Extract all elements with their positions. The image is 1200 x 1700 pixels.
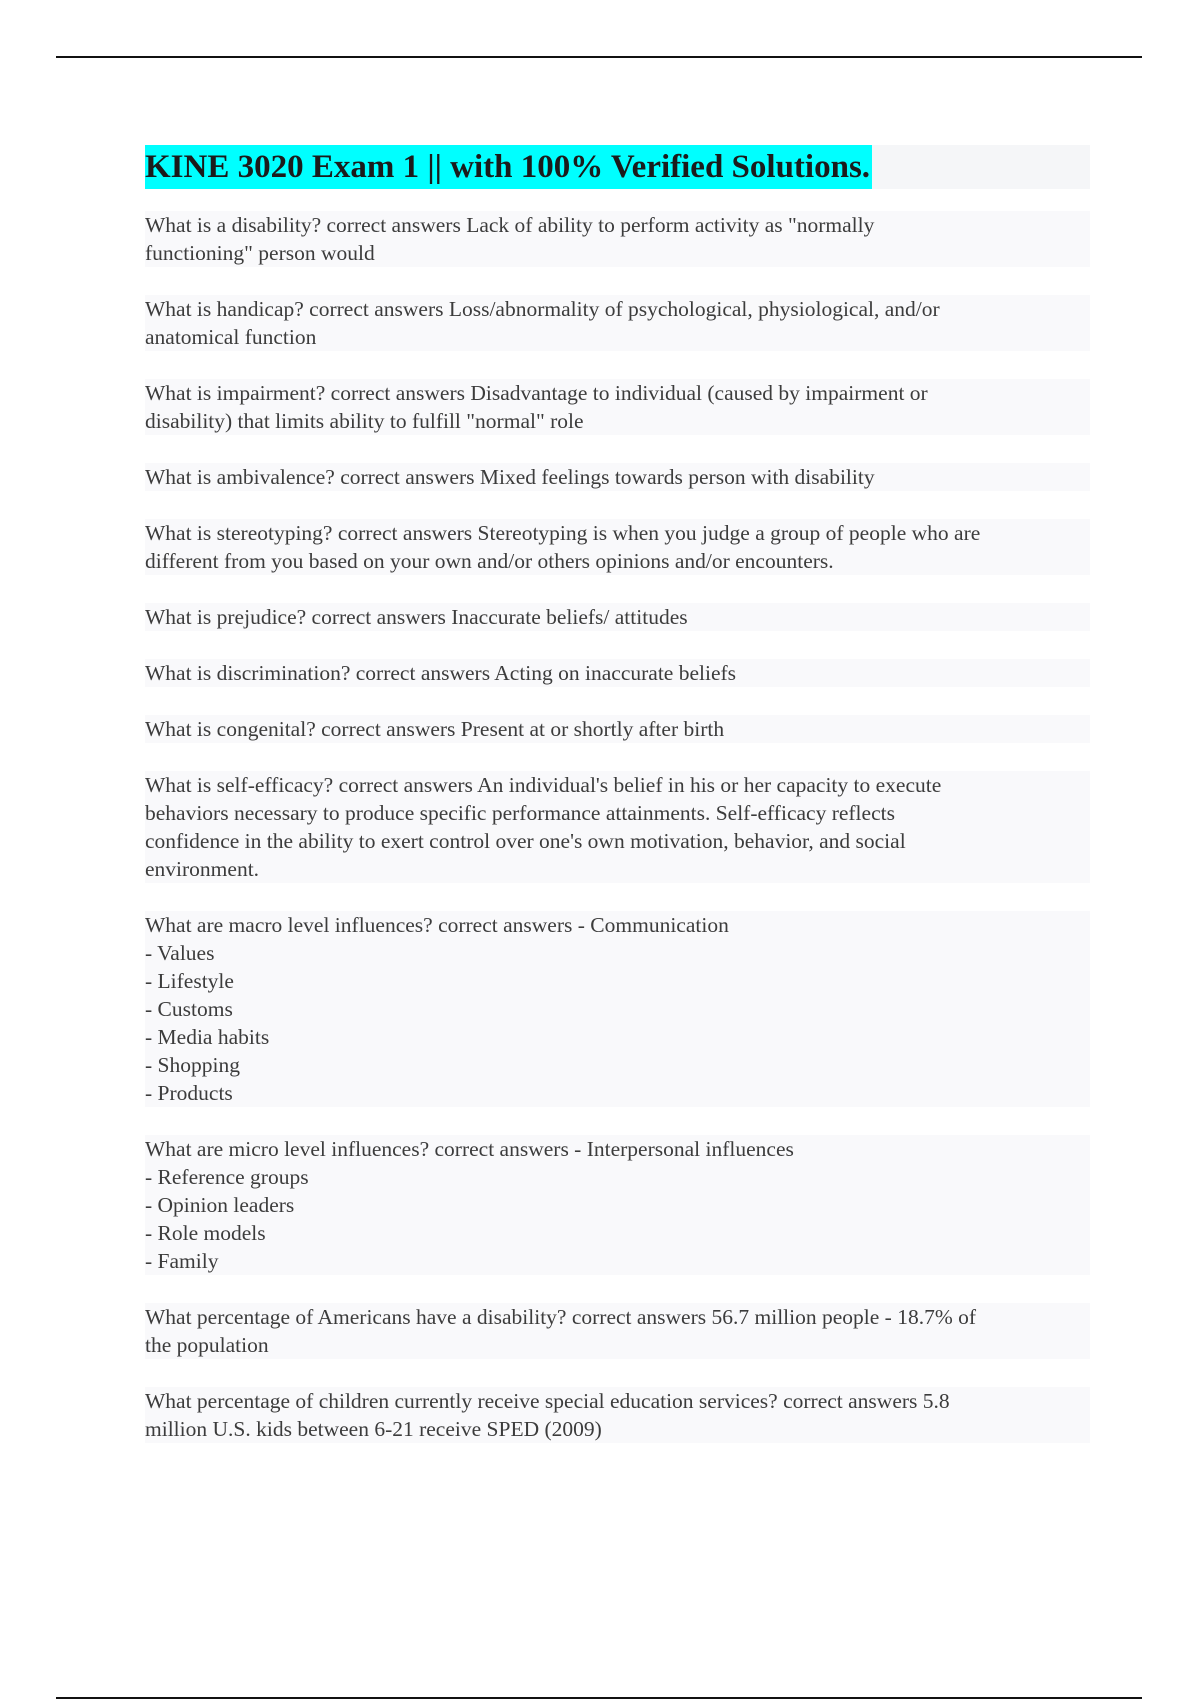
qa-entry-americans-disability: What percentage of Americans have a disability? correct answers 56.7 million people - 18.7% of the population: [145, 1303, 1090, 1359]
qa-entry-micro-influences: What are micro level influences? correct answers - Interpersonal influences - Reference groups - Opinion leaders - Role models - Family: [145, 1135, 1090, 1275]
top-divider: [56, 56, 1142, 58]
qa-entry-discrimination: What is discrimination? correct answers Acting on inaccurate beliefs: [145, 659, 1090, 687]
qa-entry-macro-influences: What are macro level influences? correct answers - Communication - Values - Lifestyle - Customs - Media habits - Shopping - Products: [145, 911, 1090, 1107]
qa-entry-self-efficacy: What is self-efficacy? correct answers An individual's belief in his or her capacity to execute behaviors necessary to produce specific performance attainments. Self-efficacy reflects confidence in the ability to exert control over one's own motivation, behavior, and social environment.: [145, 771, 1090, 883]
qa-entry-ambivalence: What is ambivalence? correct answers Mixed feelings towards person with disability: [145, 463, 1090, 491]
qa-entry-disability: What is a disability? correct answers Lack of ability to perform activity as "normally functioning" person would: [145, 211, 1090, 267]
qa-entry-special-education: What percentage of children currently receive special education services? correct answers 5.8 million U.S. kids between 6-21 receive SPED (2009): [145, 1387, 1090, 1443]
qa-entry-impairment: What is impairment? correct answers Disadvantage to individual (caused by impairment or disability) that limits ability to fulfill "normal" role: [145, 379, 1090, 435]
qa-entry-congenital: What is congenital? correct answers Present at or shortly after birth: [145, 715, 1090, 743]
qa-entry-prejudice: What is prejudice? correct answers Inaccurate beliefs/ attitudes: [145, 603, 1090, 631]
qa-entry-stereotyping: What is stereotyping? correct answers Stereotyping is when you judge a group of people who are different from you based on your own and/or others opinions and/or encounters.: [145, 519, 1090, 575]
title-bar: [145, 145, 1090, 189]
page-title: KINE 3020 Exam 1 || with 100% Verified Solutions.: [145, 145, 872, 189]
bottom-divider: [56, 1697, 1142, 1699]
document-body: [145, 145, 1090, 1471]
qa-entry-handicap: What is handicap? correct answers Loss/abnormality of psychological, physiological, and/or anatomical function: [145, 295, 1090, 351]
